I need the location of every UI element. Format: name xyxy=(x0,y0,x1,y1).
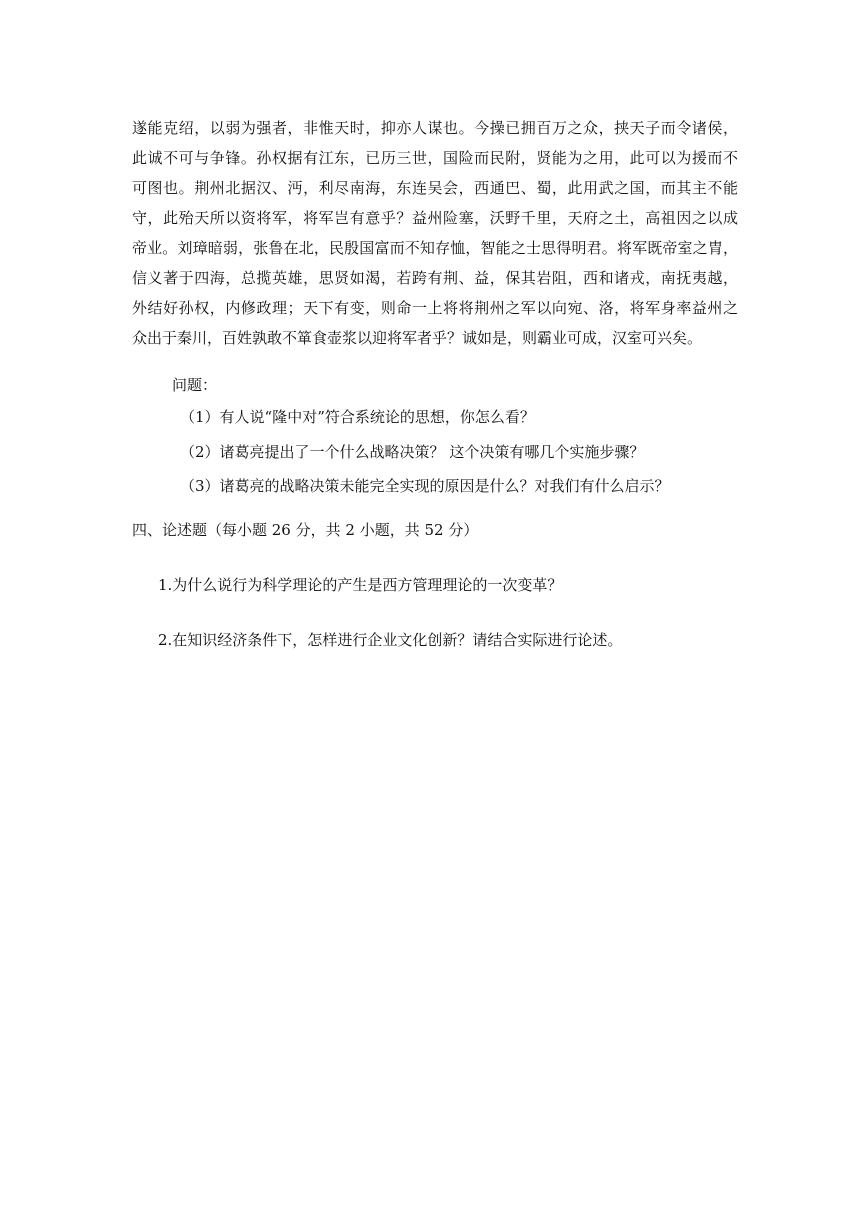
passage-line: 此诚不可与争锋。孙权据有江东，已历三世，国险而民附，贤能为之用，此可以为援而不 xyxy=(132,149,738,167)
passage-line: 遂能克绍，以弱为强者，非惟天时，抑亦人谋也。今操已拥百万之众，挟天子而令诸侯， xyxy=(132,119,738,137)
question-item: （2）诸葛亮提出了一个什么战略决策？ 这个决策有哪几个实施步骤？ xyxy=(180,443,645,461)
essay-question: 1.为什么说行为科学理论的产生是西方管理理论的一次变革？ xyxy=(158,576,563,594)
essay-question: 2.在知识经济条件下，怎样进行企业文化创新？请结合实际进行论述。 xyxy=(158,631,623,649)
question-item: （3）诸葛亮的战略决策未能完全实现的原因是什么？对我们有什么启示？ xyxy=(180,477,670,495)
passage-line: 可图也。荆州北据汉、沔，利尽南海，东连吴会，西通巴、蜀，此用武之国，而其主不能 xyxy=(132,179,738,197)
passage-line: 守，此殆天所以资将军，将军岂有意乎？益州险塞，沃野千里，天府之土，高祖因之以成 xyxy=(132,209,738,227)
passage-line: 帝业。刘璋暗弱，张鲁在北，民殷国富而不知存恤，智能之士思得明君。将军既帝室之胄， xyxy=(132,239,738,257)
passage-line: 信义著于四海，总揽英雄，思贤如渴，若跨有荆、益，保其岩阻，西和诸戎，南抚夷越， xyxy=(132,269,738,287)
section-heading: 四、论述题（每小题 26 分，共 2 小题，共 52 分） xyxy=(132,521,479,539)
passage-line: 外结好孙权，内修政理；天下有变，则命一上将将荆州之军以向宛、洛，将军身率益州之 xyxy=(132,299,738,317)
questions-label: 问题： xyxy=(172,376,218,394)
passage-text xyxy=(132,113,738,353)
question-item: （1）有人说“隆中对”符合系统论的思想，你怎么看？ xyxy=(180,408,535,426)
passage-line: 众出于秦川，百姓孰敢不箪食壶浆以迎将军者乎？诚如是，则霸业可成，汉室可兴矣。 xyxy=(132,329,703,347)
